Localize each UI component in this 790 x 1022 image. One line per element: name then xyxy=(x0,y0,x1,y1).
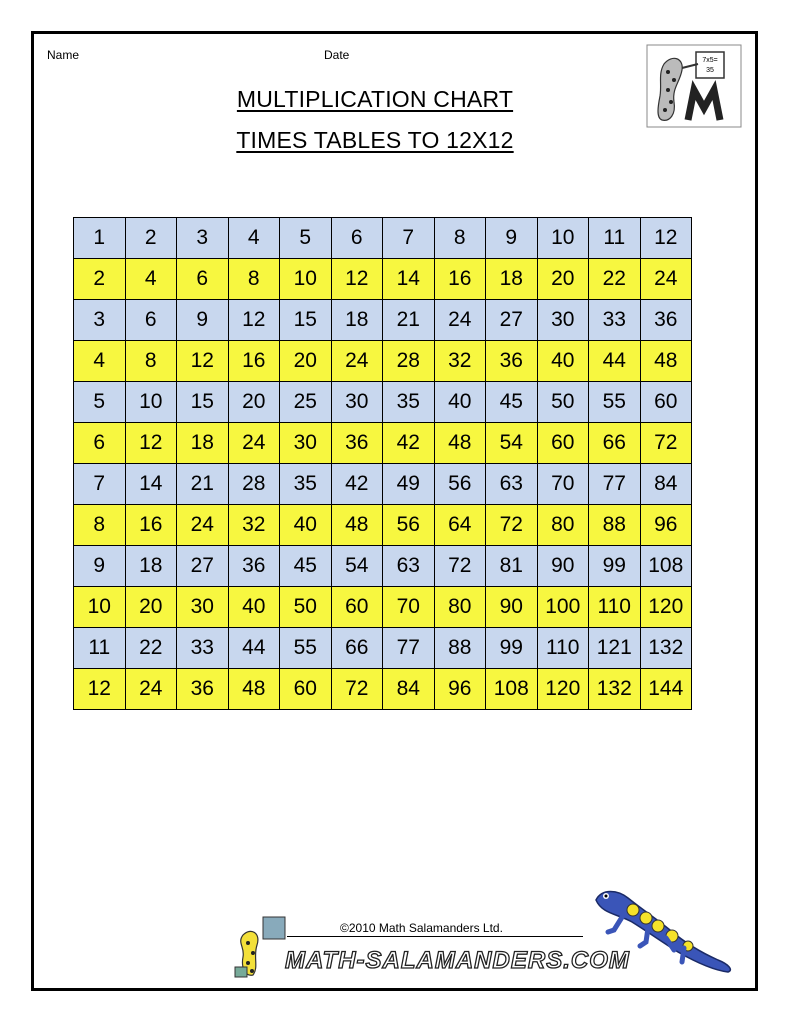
table-cell: 99 xyxy=(589,546,641,587)
table-cell: 30 xyxy=(331,382,383,423)
table-cell: 132 xyxy=(640,628,692,669)
table-cell: 11 xyxy=(74,628,126,669)
table-cell: 45 xyxy=(280,546,332,587)
table-cell: 44 xyxy=(589,341,641,382)
table-cell: 30 xyxy=(537,300,589,341)
table-cell: 11 xyxy=(589,218,641,259)
table-cell: 10 xyxy=(125,382,177,423)
table-cell: 18 xyxy=(486,259,538,300)
table-cell: 20 xyxy=(228,382,280,423)
blackboard-icon xyxy=(696,52,724,78)
table-cell: 15 xyxy=(280,300,332,341)
table-cell: 4 xyxy=(74,341,126,382)
table-cell: 12 xyxy=(228,300,280,341)
table-cell: 36 xyxy=(640,300,692,341)
table-row xyxy=(74,300,692,341)
table-cell: 56 xyxy=(383,505,435,546)
table-cell: 24 xyxy=(177,505,229,546)
table-cell: 9 xyxy=(74,546,126,587)
table-cell: 10 xyxy=(537,218,589,259)
table-cell: 72 xyxy=(331,669,383,710)
table-cell: 63 xyxy=(383,546,435,587)
table-cell: 28 xyxy=(383,341,435,382)
table-cell: 12 xyxy=(125,423,177,464)
table-cell: 42 xyxy=(331,464,383,505)
salamander-teacher-logo xyxy=(646,44,742,128)
table-cell: 60 xyxy=(331,587,383,628)
table-cell: 14 xyxy=(125,464,177,505)
table-cell: 24 xyxy=(331,341,383,382)
table-row xyxy=(74,505,692,546)
table-cell: 88 xyxy=(434,628,486,669)
table-cell: 120 xyxy=(640,587,692,628)
table-cell: 108 xyxy=(640,546,692,587)
table-cell: 12 xyxy=(74,669,126,710)
table-cell: 33 xyxy=(589,300,641,341)
table-cell: 12 xyxy=(640,218,692,259)
footer-divider xyxy=(287,936,583,937)
table-cell: 8 xyxy=(125,341,177,382)
table-cell: 10 xyxy=(74,587,126,628)
table-cell: 84 xyxy=(383,669,435,710)
table-cell: 22 xyxy=(589,259,641,300)
table-cell: 8 xyxy=(434,218,486,259)
table-cell: 50 xyxy=(537,382,589,423)
table-cell: 72 xyxy=(640,423,692,464)
table-cell: 55 xyxy=(280,628,332,669)
table-cell: 40 xyxy=(228,587,280,628)
table-cell: 96 xyxy=(640,505,692,546)
table-cell: 96 xyxy=(434,669,486,710)
table-cell: 108 xyxy=(486,669,538,710)
table-cell: 36 xyxy=(331,423,383,464)
table-cell: 30 xyxy=(280,423,332,464)
table-cell: 90 xyxy=(537,546,589,587)
table-cell: 54 xyxy=(331,546,383,587)
table-cell: 20 xyxy=(537,259,589,300)
table-cell: 28 xyxy=(228,464,280,505)
table-cell: 2 xyxy=(74,259,126,300)
table-cell: 3 xyxy=(74,300,126,341)
table-cell: 24 xyxy=(434,300,486,341)
table-cell: 35 xyxy=(280,464,332,505)
table-cell: 50 xyxy=(280,587,332,628)
table-cell: 49 xyxy=(383,464,435,505)
table-cell: 80 xyxy=(537,505,589,546)
table-cell: 121 xyxy=(589,628,641,669)
table-cell: 144 xyxy=(640,669,692,710)
table-cell: 60 xyxy=(280,669,332,710)
table-cell: 21 xyxy=(177,464,229,505)
table-cell: 70 xyxy=(383,587,435,628)
page-title: MULTIPLICATION CHART xyxy=(236,86,514,112)
table-cell: 8 xyxy=(228,259,280,300)
table-cell: 77 xyxy=(589,464,641,505)
table-cell: 35 xyxy=(383,382,435,423)
table-cell: 2 xyxy=(125,218,177,259)
table-cell: 48 xyxy=(331,505,383,546)
table-cell: 48 xyxy=(228,669,280,710)
table-cell: 22 xyxy=(125,628,177,669)
table-cell: 12 xyxy=(331,259,383,300)
table-cell: 36 xyxy=(486,341,538,382)
table-cell: 99 xyxy=(486,628,538,669)
board-text-2: 35 xyxy=(706,67,714,74)
board-text-1: 7x5= xyxy=(702,57,718,64)
table-cell: 32 xyxy=(228,505,280,546)
table-cell: 8 xyxy=(74,505,126,546)
table-cell: 40 xyxy=(434,382,486,423)
table-cell: 20 xyxy=(280,341,332,382)
table-cell: 36 xyxy=(177,669,229,710)
table-cell: 70 xyxy=(537,464,589,505)
table-cell: 42 xyxy=(383,423,435,464)
table-cell: 100 xyxy=(537,587,589,628)
table-cell: 110 xyxy=(589,587,641,628)
brand-logo xyxy=(250,940,630,980)
table-cell: 80 xyxy=(434,587,486,628)
table-cell: 54 xyxy=(486,423,538,464)
table-cell: 27 xyxy=(486,300,538,341)
table-row xyxy=(74,628,692,669)
table-cell: 18 xyxy=(125,546,177,587)
table-cell: 48 xyxy=(434,423,486,464)
table-cell: 18 xyxy=(331,300,383,341)
table-row xyxy=(74,587,692,628)
table-cell: 25 xyxy=(280,382,332,423)
table-row xyxy=(74,382,692,423)
date-label: Date xyxy=(324,48,350,62)
table-cell: 9 xyxy=(486,218,538,259)
table-row xyxy=(74,546,692,587)
table-cell: 12 xyxy=(177,341,229,382)
salamander-icon xyxy=(588,880,738,980)
table-cell: 120 xyxy=(537,669,589,710)
table-cell: 24 xyxy=(228,423,280,464)
table-cell: 40 xyxy=(537,341,589,382)
table-cell: 16 xyxy=(228,341,280,382)
table-cell: 81 xyxy=(486,546,538,587)
table-cell: 40 xyxy=(280,505,332,546)
table-cell: 132 xyxy=(589,669,641,710)
table-cell: 27 xyxy=(177,546,229,587)
table-cell: 66 xyxy=(589,423,641,464)
table-row xyxy=(74,464,692,505)
table-row xyxy=(74,423,692,464)
table-cell: 3 xyxy=(177,218,229,259)
table-cell: 14 xyxy=(383,259,435,300)
multiplication-table xyxy=(73,217,692,710)
table-cell: 110 xyxy=(537,628,589,669)
table-cell: 10 xyxy=(280,259,332,300)
table-cell: 24 xyxy=(640,259,692,300)
table-cell: 6 xyxy=(331,218,383,259)
table-cell: 5 xyxy=(74,382,126,423)
table-row xyxy=(74,259,692,300)
table-row xyxy=(74,669,692,710)
name-label: Name xyxy=(47,48,80,62)
table-cell: 16 xyxy=(434,259,486,300)
table-cell: 66 xyxy=(331,628,383,669)
table-cell: 88 xyxy=(589,505,641,546)
table-cell: 7 xyxy=(383,218,435,259)
brand-text: MATH-SALAMANDERS.COM xyxy=(285,947,630,974)
table-cell: 30 xyxy=(177,587,229,628)
table-cell: 7 xyxy=(74,464,126,505)
table-cell: 48 xyxy=(640,341,692,382)
copyright-text: ©2010 Math Salamanders Ltd. xyxy=(340,921,503,935)
table-cell: 77 xyxy=(383,628,435,669)
table-cell: 44 xyxy=(228,628,280,669)
table-cell: 24 xyxy=(125,669,177,710)
table-cell: 84 xyxy=(640,464,692,505)
table-cell: 72 xyxy=(486,505,538,546)
table-cell: 72 xyxy=(434,546,486,587)
page-subtitle: TIMES TABLES TO 12X12 xyxy=(236,127,514,153)
table-cell: 1 xyxy=(74,218,126,259)
table-cell: 6 xyxy=(74,423,126,464)
table-cell: 4 xyxy=(125,259,177,300)
table-cell: 55 xyxy=(589,382,641,423)
table-cell: 18 xyxy=(177,423,229,464)
table-cell: 90 xyxy=(486,587,538,628)
table-cell: 36 xyxy=(228,546,280,587)
table-row xyxy=(74,218,692,259)
table-cell: 32 xyxy=(434,341,486,382)
table-cell: 64 xyxy=(434,505,486,546)
table-cell: 15 xyxy=(177,382,229,423)
table-cell: 33 xyxy=(177,628,229,669)
table-cell: 6 xyxy=(177,259,229,300)
table-cell: 45 xyxy=(486,382,538,423)
table-row xyxy=(74,341,692,382)
table-cell: 4 xyxy=(228,218,280,259)
table-cell: 60 xyxy=(640,382,692,423)
table-cell: 16 xyxy=(125,505,177,546)
table-cell: 60 xyxy=(537,423,589,464)
table-cell: 21 xyxy=(383,300,435,341)
table-cell: 20 xyxy=(125,587,177,628)
table-cell: 9 xyxy=(177,300,229,341)
table-cell: 5 xyxy=(280,218,332,259)
table-cell: 6 xyxy=(125,300,177,341)
table-cell: 63 xyxy=(486,464,538,505)
table-cell: 56 xyxy=(434,464,486,505)
